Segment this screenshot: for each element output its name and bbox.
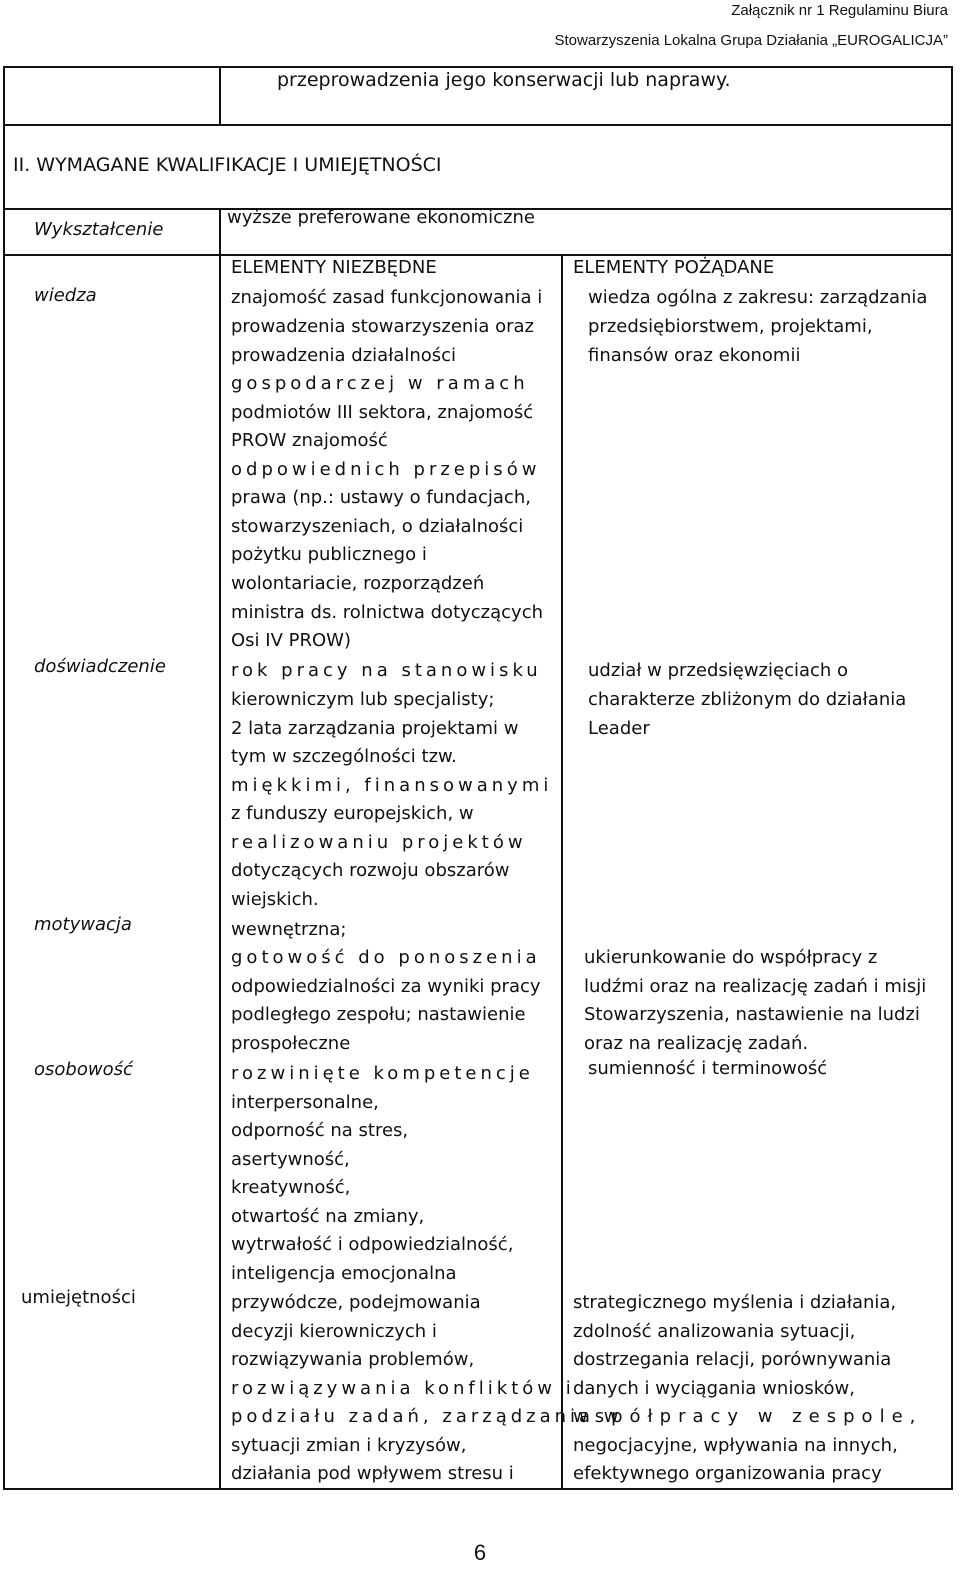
text-line: odpowiednich przepisów <box>231 459 541 480</box>
text-line: wiejskich. <box>231 889 319 910</box>
text-line: charakterze zbliżonym do działania <box>588 689 907 710</box>
text-line: zdolność analizowania sytuacji, <box>573 1321 856 1342</box>
text-line: kierowniczym lub specjalisty; <box>231 689 495 710</box>
text-line: prospołeczne <box>231 1033 351 1054</box>
section-title: II. WYMAGANE KWALIFIKACJE I UMIEJĘTNOŚCI <box>13 154 442 176</box>
text-line: podmiotów III sektora, znajomość <box>231 402 534 423</box>
organization-name: Stowarzyszenia Lokalna Grupa Działania „EUROGALICJA” <box>554 32 948 49</box>
text-line: działania pod wpływem stresu i <box>231 1463 514 1484</box>
top-table-cell: przeprowadzenia jego konserwacji lub naprawy. <box>277 69 731 91</box>
text-line: negocjacyjne, wpływania na innych, <box>573 1435 898 1456</box>
text-line: decyzji kierowniczych i <box>231 1321 437 1342</box>
text-line: wewnętrzna; <box>231 919 347 940</box>
text-line: rozwiązywania konfliktów i <box>231 1378 575 1399</box>
text-line: sumienność i terminowość <box>588 1058 828 1079</box>
text-line: Stowarzyszenia, nastawienie na ludzi <box>584 1004 920 1025</box>
text-line: Osi IV PROW) <box>231 630 351 651</box>
text-line: stowarzyszeniach, o działalności <box>231 516 524 537</box>
text-line: kreatywność, <box>231 1177 351 1198</box>
text-line: gotowość do ponoszenia <box>231 947 541 968</box>
text-line: Leader <box>588 718 650 739</box>
text-line: ministra ds. rolnictwa dotyczących <box>231 602 544 623</box>
text-line: finansów oraz ekonomii <box>588 345 801 366</box>
text-line: efektywnego organizowania pracy <box>573 1463 882 1484</box>
table-divider-2 <box>561 254 563 1490</box>
text-line: gospodarczej w ramach <box>231 373 529 394</box>
text-line: udział w przedsięwzięciach o <box>588 660 849 681</box>
education-label: Wykształcenie <box>34 219 164 240</box>
text-line: PROW znajomość <box>231 430 388 451</box>
text-line: podziału zadań, zarządzania w <box>231 1406 623 1427</box>
text-line: rozwiązywania problemów, <box>231 1349 475 1370</box>
text-line: prawa (np.: ustawy o fundacjach, <box>231 487 531 508</box>
text-line: wolontariacie, rozporządzeń <box>231 573 485 594</box>
text-line: dostrzegania relacji, porównywania <box>573 1349 892 1370</box>
text-line: inteligencja emocjonalna <box>231 1263 457 1284</box>
text-line: miękkimi, finansowanymi <box>231 775 553 796</box>
text-line: wiedza ogólna z zakresu: zarządzania <box>588 287 928 308</box>
text-line: dotyczących rozwoju obszarów <box>231 860 510 881</box>
text-line: oraz na realizację zadań. <box>584 1033 809 1054</box>
text-line: ludźmi oraz na realizację zadań i misji <box>584 976 927 997</box>
text-line: rok pracy na stanowisku <box>231 660 542 681</box>
text-line: przywódcze, podejmowania <box>231 1292 481 1313</box>
text-line: prowadzenia stowarzyszenia oraz <box>231 316 534 337</box>
row-label-experience: doświadczenie <box>34 656 166 677</box>
text-line: realizowaniu projektów <box>231 832 527 853</box>
text-line: tym w szczególności tzw. <box>231 746 457 767</box>
education-divider <box>219 208 221 256</box>
annex-title: Załącznik nr 1 Regulaminu Biura <box>731 2 948 19</box>
text-line: pożytku publicznego i <box>231 544 427 565</box>
row-label-skills: umiejętności <box>21 1287 136 1308</box>
row-label-motivation: motywacja <box>34 914 132 935</box>
text-line: 2 lata zarządzania projektami w <box>231 718 519 739</box>
row-label-personality: osobowość <box>34 1059 133 1080</box>
column-header-desired: ELEMENTY POŻĄDANE <box>573 257 775 278</box>
education-value: wyższe preferowane ekonomiczne <box>227 207 535 228</box>
text-line: asertywność, <box>231 1149 350 1170</box>
text-line: prowadzenia działalności <box>231 345 457 366</box>
column-header-required: ELEMENTY NIEZBĘDNE <box>231 257 437 278</box>
text-line: rozwinięte kompetencje <box>231 1063 534 1084</box>
row-label-knowledge: wiedza <box>34 285 97 306</box>
text-line: interpersonalne, <box>231 1092 379 1113</box>
text-line: wytrwałość i odpowiedzialność, <box>231 1234 514 1255</box>
text-line: strategicznego myślenia i działania, <box>573 1292 897 1313</box>
text-line: ukierunkowanie do współpracy z <box>584 947 878 968</box>
top-table-divider <box>219 66 221 126</box>
text-line: odporność na stres, <box>231 1120 409 1141</box>
text-line: znajomość zasad funkcjonowania i <box>231 287 543 308</box>
text-line: odpowiedzialności za wyniki pracy <box>231 976 541 997</box>
text-line: danych i wyciągania wniosków, <box>573 1378 855 1399</box>
page-number: 6 <box>473 1540 487 1565</box>
text-line: przedsiębiorstwem, projektami, <box>588 316 873 337</box>
text-line: współpracy w zespole, <box>573 1406 923 1427</box>
text-line: podległego zespołu; nastawienie <box>231 1004 526 1025</box>
text-line: z funduszy europejskich, w <box>231 803 474 824</box>
text-line: otwartość na zmiany, <box>231 1206 425 1227</box>
table-divider-1 <box>219 254 221 1490</box>
text-line: sytuacji zmian i kryzysów, <box>231 1435 467 1456</box>
